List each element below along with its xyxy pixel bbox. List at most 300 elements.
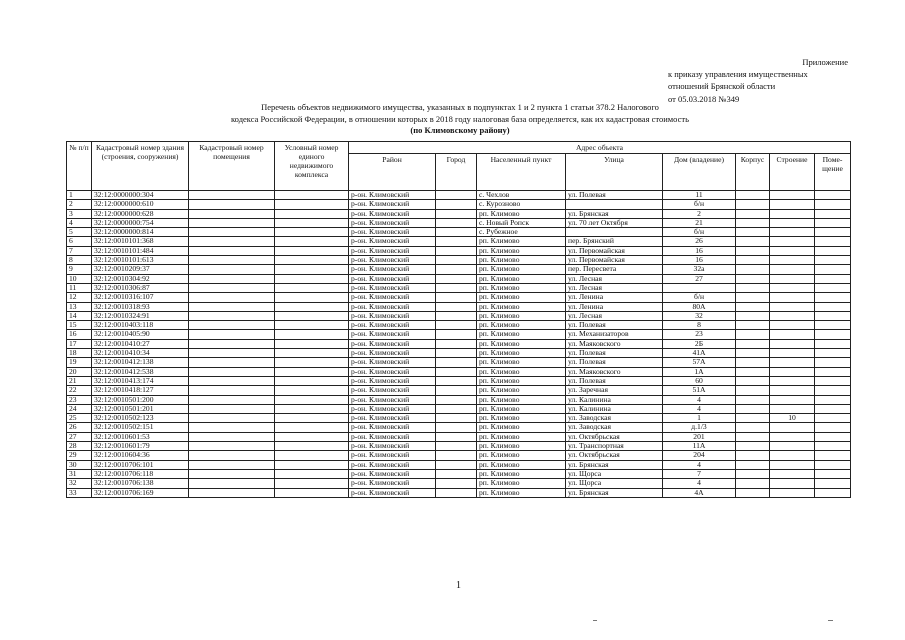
cell-room: [815, 265, 851, 274]
cell-cadastral: 32:12:0010318:93: [92, 302, 189, 311]
cell-city: [436, 237, 477, 246]
cell-num: 18: [67, 349, 92, 358]
cell-city: [436, 367, 477, 376]
cell-room: [815, 442, 851, 451]
cell-city: [436, 432, 477, 441]
cell-district: р-он. Климовский: [349, 237, 436, 246]
cell-korpus: [736, 460, 770, 469]
appendix-line: к приказу управления имущественных: [668, 69, 808, 80]
cell-korpus: [736, 423, 770, 432]
cell-cadastral: 32:12:0010324:91: [92, 311, 189, 320]
cell-building: [770, 246, 815, 255]
table-row: [67, 395, 851, 404]
cell-num: 30: [67, 460, 92, 469]
cell-house: 26: [663, 237, 736, 246]
appendix-line: Приложение: [802, 57, 848, 67]
cell-district: р-он. Климовский: [349, 191, 436, 200]
cell-street: ул. Брянская: [566, 460, 663, 469]
cell-korpus: [736, 469, 770, 478]
cell-city: [436, 386, 477, 395]
cell-korpus: [736, 321, 770, 330]
cell-street: ул. Полевая: [566, 349, 663, 358]
cell-num: 22: [67, 386, 92, 395]
cell-building: [770, 274, 815, 283]
header-address: Адрес объекта: [349, 142, 851, 154]
cell-house: 51А: [663, 386, 736, 395]
cell-cad-room: [189, 274, 275, 283]
cell-room: [815, 488, 851, 497]
cell-cond-num: [275, 200, 349, 209]
table-row: [67, 246, 851, 255]
cell-district: р-он. Климовский: [349, 488, 436, 497]
cell-settlement: рп. Климово: [477, 479, 566, 488]
cell-building: [770, 302, 815, 311]
cell-num: 17: [67, 339, 92, 348]
cell-num: 16: [67, 330, 92, 339]
cell-street: ул. Первомайская: [566, 256, 663, 265]
cell-building: [770, 283, 815, 292]
cell-num: 23: [67, 395, 92, 404]
cell-district: р-он. Климовский: [349, 442, 436, 451]
cell-room: [815, 274, 851, 283]
cell-cad-room: [189, 432, 275, 441]
cell-korpus: [736, 256, 770, 265]
cell-settlement: рп. Климово: [477, 321, 566, 330]
cell-cad-room: [189, 479, 275, 488]
cell-settlement: рп. Климово: [477, 469, 566, 478]
cell-cadastral: 32:12:0010410:34: [92, 349, 189, 358]
cell-cadastral: 32:12:0010501:200: [92, 395, 189, 404]
cell-district: р-он. Климовский: [349, 460, 436, 469]
cell-cadastral: 32:12:0010410:27: [92, 339, 189, 348]
cell-num: 29: [67, 451, 92, 460]
appendix-line: отношений Брянской области: [668, 81, 776, 92]
cell-cadastral: 32:12:0000000:814: [92, 228, 189, 237]
cell-street: ул. Полевая: [566, 191, 663, 200]
cell-street: ул. 70 лет Октября: [566, 218, 663, 227]
header-num: № п/п: [67, 142, 92, 191]
cell-house: 4: [663, 479, 736, 488]
cell-cond-num: [275, 469, 349, 478]
header-korpus: Корпус: [736, 154, 770, 191]
cell-korpus: [736, 265, 770, 274]
cell-city: [436, 339, 477, 348]
cell-cad-room: [189, 265, 275, 274]
cell-district: р-он. Климовский: [349, 330, 436, 339]
cell-room: [815, 339, 851, 348]
cell-city: [436, 200, 477, 209]
cell-cond-num: [275, 367, 349, 376]
cell-korpus: [736, 386, 770, 395]
cell-city: [436, 451, 477, 460]
cell-settlement: рп. Климово: [477, 442, 566, 451]
cell-cadastral: 32:12:0010706:138: [92, 479, 189, 488]
cell-street: пер. Пересвета: [566, 265, 663, 274]
cell-korpus: [736, 339, 770, 348]
cell-settlement: рп. Климово: [477, 246, 566, 255]
cell-room: [815, 404, 851, 413]
cell-korpus: [736, 283, 770, 292]
cell-korpus: [736, 218, 770, 227]
table-row: [67, 386, 851, 395]
cell-settlement: рп. Климово: [477, 339, 566, 348]
cell-house: 2Б: [663, 339, 736, 348]
cell-korpus: [736, 451, 770, 460]
cell-cadastral: 32:12:0010706:101: [92, 460, 189, 469]
cell-street: ул. Заводская: [566, 423, 663, 432]
cell-street: ул. Октябрьская: [566, 451, 663, 460]
cell-cad-room: [189, 349, 275, 358]
cell-cadastral: 32:12:0010501:201: [92, 404, 189, 413]
cell-cadastral: 32:12:0010418:127: [92, 386, 189, 395]
cell-building: [770, 311, 815, 320]
cell-city: [436, 293, 477, 302]
cell-num: 24: [67, 404, 92, 413]
table-body: [67, 191, 851, 498]
cell-cadastral: 32:12:0010502:151: [92, 423, 189, 432]
header-building: Строение: [770, 154, 815, 191]
cell-num: 14: [67, 311, 92, 320]
cell-district: р-он. Климовский: [349, 414, 436, 423]
cell-cond-num: [275, 404, 349, 413]
cell-cond-num: [275, 451, 349, 460]
cell-cadastral: 32:12:0000000:628: [92, 209, 189, 218]
cell-korpus: [736, 302, 770, 311]
cell-cond-num: [275, 349, 349, 358]
cell-korpus: [736, 311, 770, 320]
cell-street: ул. Калинина: [566, 404, 663, 413]
header-city: Город: [436, 154, 477, 191]
cell-settlement: рп. Климово: [477, 460, 566, 469]
cell-city: [436, 469, 477, 478]
cell-settlement: с. Курозново: [477, 200, 566, 209]
cell-house: 32а: [663, 265, 736, 274]
cell-num: 26: [67, 423, 92, 432]
cell-cadastral: 32:12:0010101:484: [92, 246, 189, 255]
cell-city: [436, 349, 477, 358]
cell-settlement: рп. Климово: [477, 349, 566, 358]
cell-building: [770, 256, 815, 265]
cell-korpus: [736, 358, 770, 367]
cell-district: р-он. Климовский: [349, 469, 436, 478]
cell-building: [770, 386, 815, 395]
cell-settlement: рп. Климово: [477, 274, 566, 283]
cell-district: р-он. Климовский: [349, 302, 436, 311]
cell-district: р-он. Климовский: [349, 404, 436, 413]
cell-building: [770, 488, 815, 497]
cell-room: [815, 432, 851, 441]
table-row: [67, 367, 851, 376]
cell-num: 8: [67, 256, 92, 265]
cell-house: 2: [663, 209, 736, 218]
cell-house: 11: [663, 191, 736, 200]
cell-district: р-он. Климовский: [349, 321, 436, 330]
table-row: [67, 469, 851, 478]
cell-district: р-он. Климовский: [349, 311, 436, 320]
cell-city: [436, 376, 477, 385]
cell-house: б/н: [663, 200, 736, 209]
table-row: [67, 321, 851, 330]
page-number: 1: [456, 580, 461, 591]
cell-room: [815, 311, 851, 320]
cell-city: [436, 358, 477, 367]
cell-building: [770, 209, 815, 218]
cell-street: ул. Полевая: [566, 358, 663, 367]
cell-num: 15: [67, 321, 92, 330]
cell-cond-num: [275, 460, 349, 469]
cell-num: 32: [67, 479, 92, 488]
cell-room: [815, 200, 851, 209]
table-row: [67, 209, 851, 218]
title-region: (по Климовскому району): [410, 125, 510, 136]
cell-settlement: рп. Климово: [477, 404, 566, 413]
cell-num: 28: [67, 442, 92, 451]
cell-building: [770, 349, 815, 358]
cell-house: [663, 283, 736, 292]
table-row: [67, 488, 851, 497]
cell-settlement: рп. Климово: [477, 256, 566, 265]
cell-city: [436, 395, 477, 404]
cell-room: [815, 423, 851, 432]
cell-num: 1: [67, 191, 92, 200]
cell-cad-room: [189, 293, 275, 302]
cell-cadastral: 32:12:0010306:87: [92, 283, 189, 292]
cell-city: [436, 265, 477, 274]
cell-house: б/н: [663, 228, 736, 237]
cell-building: [770, 479, 815, 488]
header-cad-building: Кадастровый номер здания (строения, сооружения): [92, 142, 189, 191]
cell-house: 27: [663, 274, 736, 283]
table-row: [67, 460, 851, 469]
cell-district: р-он. Климовский: [349, 218, 436, 227]
cell-building: [770, 376, 815, 385]
header-settlement: Населенный пункт: [477, 154, 566, 191]
cell-cond-num: [275, 330, 349, 339]
table-row: [67, 191, 851, 200]
cell-settlement: рп. Климово: [477, 209, 566, 218]
cell-building: [770, 237, 815, 246]
cell-cad-room: [189, 395, 275, 404]
cell-room: [815, 367, 851, 376]
table-row: [67, 228, 851, 237]
cell-korpus: [736, 191, 770, 200]
cell-street: [566, 228, 663, 237]
cell-house: 7: [663, 469, 736, 478]
cell-cond-num: [275, 376, 349, 385]
cell-city: [436, 414, 477, 423]
cell-city: [436, 479, 477, 488]
cell-district: р-он. Климовский: [349, 349, 436, 358]
cell-cond-num: [275, 488, 349, 497]
title-line: Перечень объектов недвижимого имущества, указанных в подпунктах 1 и 2 пункта 1 статьи 378.2 Налогового: [261, 102, 659, 112]
cell-district: р-он. Климовский: [349, 479, 436, 488]
cell-street: ул. Транспортная: [566, 442, 663, 451]
table-row: [67, 265, 851, 274]
cell-house: 4: [663, 395, 736, 404]
cell-city: [436, 274, 477, 283]
cell-cond-num: [275, 423, 349, 432]
cell-house: 1: [663, 414, 736, 423]
cell-num: 12: [67, 293, 92, 302]
cell-num: 9: [67, 265, 92, 274]
cell-house: 57А: [663, 358, 736, 367]
cell-house: д.1/3: [663, 423, 736, 432]
cell-room: [815, 218, 851, 227]
cell-cond-num: [275, 321, 349, 330]
cell-korpus: [736, 414, 770, 423]
objects-table: [66, 141, 851, 498]
cell-cadastral: 32:12:0010403:118: [92, 321, 189, 330]
cell-cadastral: 32:12:0000000:610: [92, 200, 189, 209]
scan-mark: [828, 620, 833, 621]
cell-cadastral: 32:12:0010101:613: [92, 256, 189, 265]
cell-cadastral: 32:12:0010604:36: [92, 451, 189, 460]
table-row: [67, 237, 851, 246]
cell-street: ул. Заводская: [566, 414, 663, 423]
cell-house: 4: [663, 404, 736, 413]
cell-cadastral: 32:12:0010304:92: [92, 274, 189, 283]
table-row: [67, 283, 851, 292]
title-line: кодекса Российской Федерации, в отношении которых в 2018 году налоговая база определяется, как их кадастровая стоимость: [230, 113, 689, 124]
cell-building: [770, 460, 815, 469]
header-room: Поме-щение: [815, 154, 851, 191]
cell-street: пер. Брянский: [566, 237, 663, 246]
cell-num: 13: [67, 302, 92, 311]
cell-cad-room: [189, 200, 275, 209]
cell-city: [436, 460, 477, 469]
cell-building: 10: [770, 414, 815, 423]
cell-cond-num: [275, 293, 349, 302]
appendix-line: от 05.03.2018 №349: [668, 93, 740, 104]
cell-korpus: [736, 349, 770, 358]
cell-settlement: рп. Климово: [477, 311, 566, 320]
cell-cond-num: [275, 414, 349, 423]
table-row: [67, 200, 851, 209]
cell-korpus: [736, 293, 770, 302]
cell-building: [770, 293, 815, 302]
cell-cond-num: [275, 265, 349, 274]
cell-house: 41А: [663, 349, 736, 358]
cell-district: р-он. Климовский: [349, 274, 436, 283]
cell-cadastral: 32:12:0010601:79: [92, 442, 189, 451]
cell-cad-room: [189, 404, 275, 413]
cell-building: [770, 367, 815, 376]
cell-cond-num: [275, 274, 349, 283]
cell-district: р-он. Климовский: [349, 395, 436, 404]
cell-house: 4: [663, 460, 736, 469]
cell-settlement: с. Чехлов: [477, 191, 566, 200]
cell-num: 27: [67, 432, 92, 441]
cell-street: ул. Механизаторов: [566, 330, 663, 339]
cell-house: 11А: [663, 442, 736, 451]
cell-settlement: рп. Климово: [477, 358, 566, 367]
cell-cadastral: 32:12:0010209:37: [92, 265, 189, 274]
cell-building: [770, 228, 815, 237]
cell-cad-room: [189, 367, 275, 376]
cell-korpus: [736, 246, 770, 255]
cell-building: [770, 358, 815, 367]
cell-district: р-он. Климовский: [349, 451, 436, 460]
cell-korpus: [736, 228, 770, 237]
cell-cond-num: [275, 283, 349, 292]
cell-room: [815, 469, 851, 478]
cell-korpus: [736, 442, 770, 451]
cell-room: [815, 191, 851, 200]
cell-cad-room: [189, 451, 275, 460]
cell-cad-room: [189, 311, 275, 320]
cell-korpus: [736, 367, 770, 376]
cell-korpus: [736, 274, 770, 283]
cell-num: 19: [67, 358, 92, 367]
cell-city: [436, 283, 477, 292]
cell-cond-num: [275, 218, 349, 227]
cell-cond-num: [275, 339, 349, 348]
cell-settlement: рп. Климово: [477, 237, 566, 246]
cell-cond-num: [275, 302, 349, 311]
cell-building: [770, 191, 815, 200]
cell-num: 31: [67, 469, 92, 478]
cell-cadastral: 32:12:0010412:138: [92, 358, 189, 367]
cell-building: [770, 339, 815, 348]
cell-building: [770, 330, 815, 339]
cell-settlement: рп. Климово: [477, 265, 566, 274]
cell-city: [436, 330, 477, 339]
cell-building: [770, 469, 815, 478]
cell-korpus: [736, 237, 770, 246]
cell-room: [815, 246, 851, 255]
cell-house: 204: [663, 451, 736, 460]
cell-city: [436, 191, 477, 200]
cell-street: ул. Ленина: [566, 293, 663, 302]
cell-settlement: рп. Климово: [477, 293, 566, 302]
cell-street: ул. Щорса: [566, 469, 663, 478]
cell-cond-num: [275, 358, 349, 367]
cell-room: [815, 451, 851, 460]
cell-cad-room: [189, 256, 275, 265]
cell-cad-room: [189, 209, 275, 218]
cell-settlement: рп. Климово: [477, 451, 566, 460]
cell-city: [436, 404, 477, 413]
table-row: [67, 404, 851, 413]
cell-city: [436, 442, 477, 451]
cell-cad-room: [189, 460, 275, 469]
cell-room: [815, 293, 851, 302]
cell-room: [815, 349, 851, 358]
cell-settlement: рп. Климово: [477, 302, 566, 311]
cell-cad-room: [189, 386, 275, 395]
table-row: [67, 218, 851, 227]
cell-house: 16: [663, 246, 736, 255]
cell-street: ул. Лесная: [566, 274, 663, 283]
header-cad-room: Кадастровый номер помещения: [189, 142, 275, 191]
cell-room: [815, 256, 851, 265]
cell-house: 60: [663, 376, 736, 385]
cell-street: ул. Полевая: [566, 321, 663, 330]
appendix-block: [668, 56, 868, 105]
cell-cad-room: [189, 237, 275, 246]
cell-city: [436, 423, 477, 432]
cell-house: 8: [663, 321, 736, 330]
cell-room: [815, 283, 851, 292]
cell-cond-num: [275, 256, 349, 265]
cell-cadastral: 32:12:0010601:53: [92, 432, 189, 441]
cell-house: 4А: [663, 488, 736, 497]
cell-cond-num: [275, 386, 349, 395]
cell-city: [436, 302, 477, 311]
cell-room: [815, 321, 851, 330]
cell-street: ул. Заречная: [566, 386, 663, 395]
cell-settlement: рп. Климово: [477, 283, 566, 292]
